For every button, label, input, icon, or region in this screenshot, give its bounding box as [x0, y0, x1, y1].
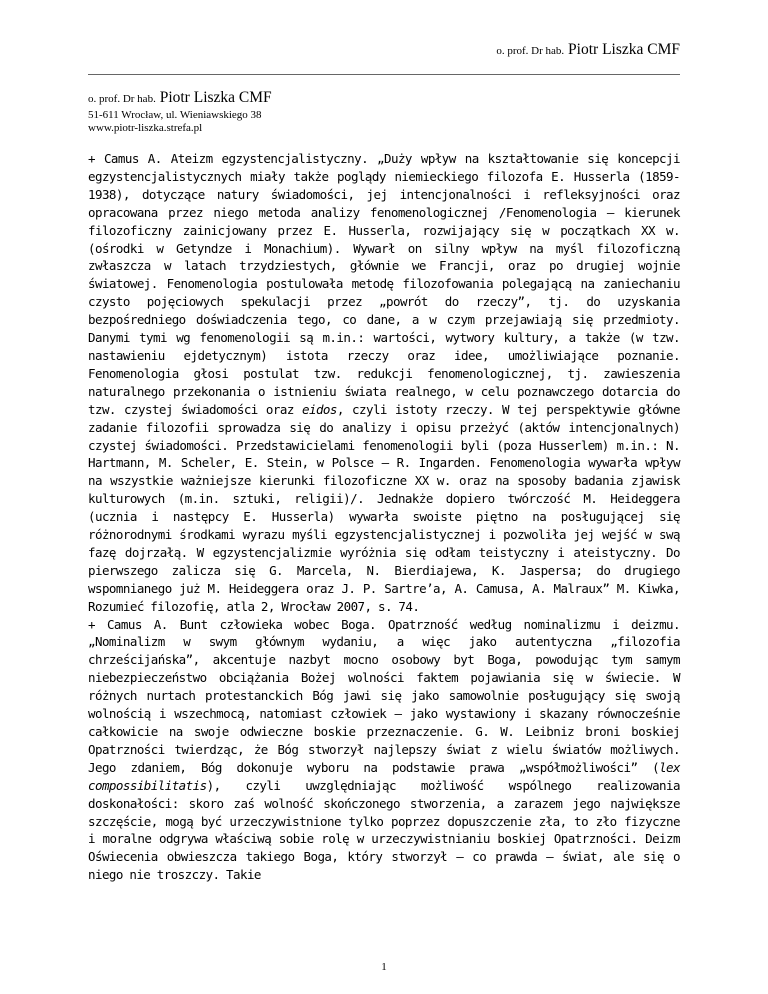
body-text [88, 150, 680, 884]
sender-name-line [88, 88, 680, 109]
sender-name: Piotr Liszka CMF [159, 89, 272, 106]
sender-address: 51-611 Wrocław, ul. Wieniawskiego 38 [88, 109, 262, 121]
paragraph-text: ), czyli uwzględniając możliwość wspólnego realizowania doskonałości: skoro zaś wolność skończonego stworzenia, a zarazem jego największe szczęście, mogą być urzeczywistnione tylko poprzez dopuszczenie zła, to zło fizyczne i moralne odgrywa właściwą sobie rolę w urzeczywistnianiu boskiej Opatrzności. Deizm Oświecenia obwieszcza takiego Boga, który stworzył – co prawda – świat, ale się o niego nie troszczy. Takie [88, 777, 680, 883]
sender-block [88, 88, 680, 135]
header-title-prefix: o. prof. Dr hab. [496, 45, 565, 57]
italic-term: eidos [302, 401, 337, 417]
paragraph-text: + Camus A. Bunt człowieka wobec Boga. Opatrzność według nominalizmu i deizmu. „Nominalizm w swym głównym wydaniu, a więc jako autentyczna „filozofia chrześcijańska”, akcentuje nazbyt mocno osobowy byt Boga, powodując tym samym niebezpieczeństwo obciążania Bożej wolności faktem pojawiania się w świecie. W różnych nurtach protestanckich Bóg jawi się jako samowolnie posługujący się swoją wolnością i wszechmocą, natomiast człowiek – jako wystawiony i skazany równocześnie całkowicie na swoje odwieczne boskie przeznaczenie. G. W. Leibniz broni boskiej Opatrzności twierdząc, że Bóg stworzył najlepszy świat z wielu światów możliwych. Jego zdaniem, Bóg dokonuje wyboru na podstawie prawa „współmożliwości” ( [88, 616, 680, 775]
header-author-name: Piotr Liszka CMF [568, 41, 680, 58]
paragraph-camus-bunt [88, 616, 680, 885]
paragraph-camus-ateizm [88, 150, 680, 616]
page-number: 1 [381, 961, 387, 973]
italic-term: lex compossibilitatis [88, 759, 680, 793]
running-header [88, 40, 680, 61]
paragraph-text: , czyli istoty rzeczy. W tej perspektywie główne zadanie filozofii sprowadza się do analizy i opisu przeżyć (aktów intencjonalnych) czystej świadomości. Przedstawicielami fenomenologii byli (poza Husserlem) m.in.: N. Hartmann, M. Scheler, E. Stein, w Polsce – R. Ingarden. Fenomenologia wywarła wpływ na wszystkie ważniejsze kierunki filozoficzne XX w. oraz na sposoby badania zjawisk kulturowych (m.in. sztuki, religii)/. Jednakże dopiero twórczość M. Heideggera (ucznia i następcy E. Husserla) wywarła swoiste piętno na posługującej się różnorodnymi środkami wyrazu myśli egzystencjalistycznej i pozwoliła jej wejść w swą fazę dojrzałą. W egzystencjalizmie wyróżnia się odłam teistyczny i ateistyczny. Do pierwszego zalicza się G. Marcela, N. Bierdiajewa, K. Jaspersa; do drugiego wspomnianego już M. Heideggera oraz J. P. Sartre’a, A. Camusa, A. Malraux” M. Kiwka, Rozumieć filozofię, atla 2, Wrocław 2007, s. 74. [88, 401, 680, 614]
paragraph-text: + Camus A. Ateizm egzystencjalistyczny. „Duży wpływ na kształtowanie się koncepcji egzystencjalistycznych miały także poglądy niemieckiego filozofa E. Husserla (1859-1938), dotyczące natury świadomości, jej intencjonalności i refleksyjności oraz opracowana przez niego metoda analizy fenomenologicznej /Fenomenologia – kierunek filozoficzny zainicjowany przez E. Husserla, rozwijający się w początkach XX w. (ośrodki w Getyndze i Monachium). Wywarł on silny wpływ na myśl filozoficzną zwłaszcza w latach trzydziestych, głównie we Francji, oraz po drugiej wojnie światowej. Fenomenologia postulowała metodę filozofowania polegającą na zaniechaniu czysto pojęciowych spekulacji przez „powrót do rzeczy”, tj. do uzyskania bezpośredniego doświadczenia tego, co dane, a w czym przejawiają się przedmioty. Danymi tymi wg fenomenologii są m.in.: wartości, wytwory kultury, a także (w tzw. nastawieniu ejdetycznym) istota rzeczy oraz idee, umożliwiające poznanie. Fenomenologia głosi postulat tzw. redukcji fenomenologicznej, tj. zawieszenia naturalnego przekonania o istnieniu świata realnego, w celu poznawczego dotarcia do tzw. czystej świadomości oraz [88, 151, 680, 417]
sender-title-prefix: o. prof. Dr hab. [88, 93, 156, 105]
header-divider [88, 74, 680, 75]
sender-website: www.piotr-liszka.strefa.pl [88, 122, 203, 134]
